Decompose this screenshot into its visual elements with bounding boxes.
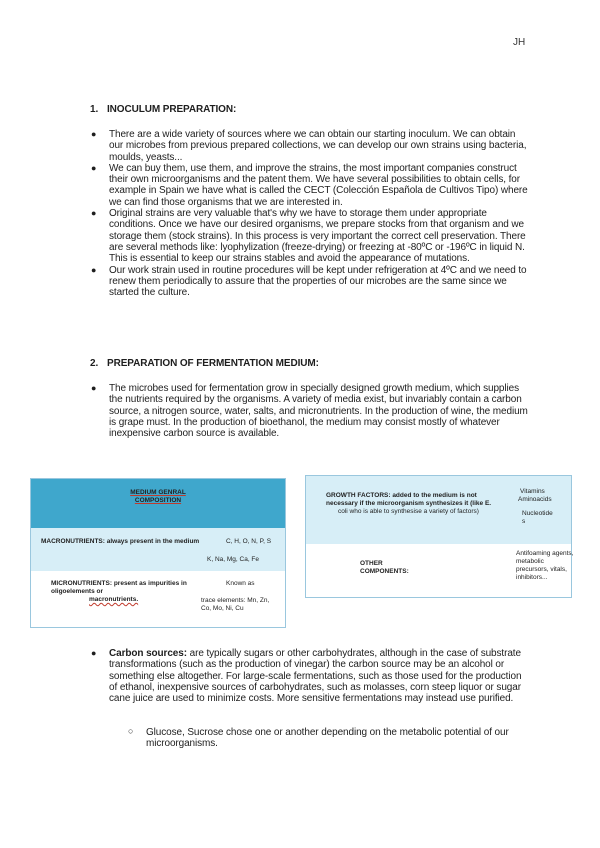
micronutrients-value-2: trace elements: Mn, Zn, Co, Mo, Ni, Cu [201,597,270,612]
other-components-values: Antifoaming agents, metabolic precursors, vitals, inhibitors... [516,550,574,581]
growth-factors-label [326,492,496,516]
micronutrients-value-1: Known as [226,580,255,587]
section-1-number: 1. [90,104,99,115]
growth-value: s [522,518,526,525]
table-title [31,489,285,505]
carbon-sources-text: are typically sugars or other carbohydrates, although in the case of substrate transformations (such as the production of vinegar) the carbon source may be an alcohol or something else altogether. For large-scale fermentations, such as those used for the production of ethanol, inexpensive sources of carbohydrates, such as molasses, corn steep liquor or sugar cane juice are used to minimize costs. More sensitive fermentations may instead use purified. [109,648,522,705]
other-components-label [360,560,409,576]
list-item-text: Our work strain used in routine procedures will be kept under refrigeration at 4ºC and we need to renew them periodically to assure that the properties of our microbes are the same since we started the culture. [109,264,527,299]
macronutrients-value-2: K, Na, Mg, Ca, Fe [207,556,260,563]
bullet-icon: ● [91,129,97,139]
growth-factors-row [306,476,571,544]
author-initials: JH [513,37,526,48]
growth-factors-values [518,488,553,526]
table-header [31,479,285,528]
bullet-icon: ● [91,208,97,219]
carbon-sources-lead: Carbon sources: [109,648,187,659]
growth-factors-label-bold: GROWTH FACTORS: added to the medium is not necessary if the microorganism synthesizes it (like E. [326,492,492,507]
growth-factors-table [305,475,572,598]
section-1-title: INOCULUM PREPARATION: [107,104,237,115]
section-2-number: 2. [90,358,99,369]
list-item-text: The microbes used for fermentation grow in specially designed growth medium, which supplies the nutrients required by the organisms. A variety of media exist, but invariably contain a carbon source, a nitrogen source, water, salts, and micronutrients. In the production of wine, the medium is grape must. In the production of bioethanol, the medium may consist mostly of whatever inexpensive carbon source is available. [109,383,528,440]
macronutrients-value-1: C, H, O, N, P, S [226,538,272,545]
list-item [91,648,531,704]
list-item-text: We can buy them, use them, and improve the strains, the most important companies construct their own microorganisms and the patent them. We have several possibilities to obtain cells, for example in Spain we have what is called the CECT (Colección Española de Cultivos Tipo) where we can find those organisms that we are interested in. [109,162,528,208]
list-item-text: Glucose, Sucrose chose one or another depending on the metabolic potential of our microorganisms. [146,727,509,750]
bullet-icon: ● [91,648,97,658]
carbon-sources-list [91,648,531,704]
growth-value: Aminoacids [518,496,552,503]
list-item [91,163,531,208]
list-item [91,129,531,163]
bullet-icon: ● [91,162,97,173]
other-components-label-line-2: COMPONENTS: [360,568,409,575]
bullet-icon: ● [91,383,97,393]
section-2-bullet-list [91,383,531,439]
list-item-text: There are a wide variety of sources where we can obtain our starting inoculum. We can obtain our microbes from previous prepared collections, we can develop our own strains using bacteria, moulds, yeasts... [109,129,527,163]
micronutrients-label [51,580,216,604]
growth-value: Vitamins [520,488,545,495]
micronutrients-underlined-text: macronutrients. [89,596,139,603]
carbon-sub-list [128,727,528,750]
section-2-title: PREPARATION OF FERMENTATION MEDIUM: [107,358,319,369]
micronutrients-label-text: MICRONUTRIENTS: present as impurities in oligoelements or [51,580,187,595]
macronutrients-row [31,528,285,571]
list-item [128,727,528,750]
section-2-heading [90,358,319,369]
other-components-label-line-1: OTHER [360,560,383,567]
table-title-line-2: COMPOSITION [134,497,182,504]
growth-value: Nucleotide [522,510,553,517]
bullet-icon: ● [91,264,97,275]
list-item [91,265,531,299]
list-item [91,208,531,264]
circle-bullet-icon: ○ [128,726,134,736]
section-1-heading [90,104,236,115]
macronutrients-label: MACRONUTRIENTS: always present in the medium [41,538,200,545]
medium-composition-table [30,478,286,628]
table-title-line-1: MEDIUM GENRAL [130,489,186,496]
growth-factors-label-rest: coli who is able to synthesise a variety of factors) [338,508,479,515]
list-item [91,383,531,439]
list-item-text: Original strains are very valuable that's why we have to storage them under appropriate conditions. Once we have our desired organisms, we prepare stocks from that organism and we storage them (stock strains). In this process is very important the correct cell preservation. There are several methods like: lyophylization (freeze-drying) or freezing at -80ºC or -196ºC in liquid N. This is essential to keep our strains stables and avoid the appearance of mutations. [109,208,526,265]
section-1-bullet-list [91,129,531,298]
